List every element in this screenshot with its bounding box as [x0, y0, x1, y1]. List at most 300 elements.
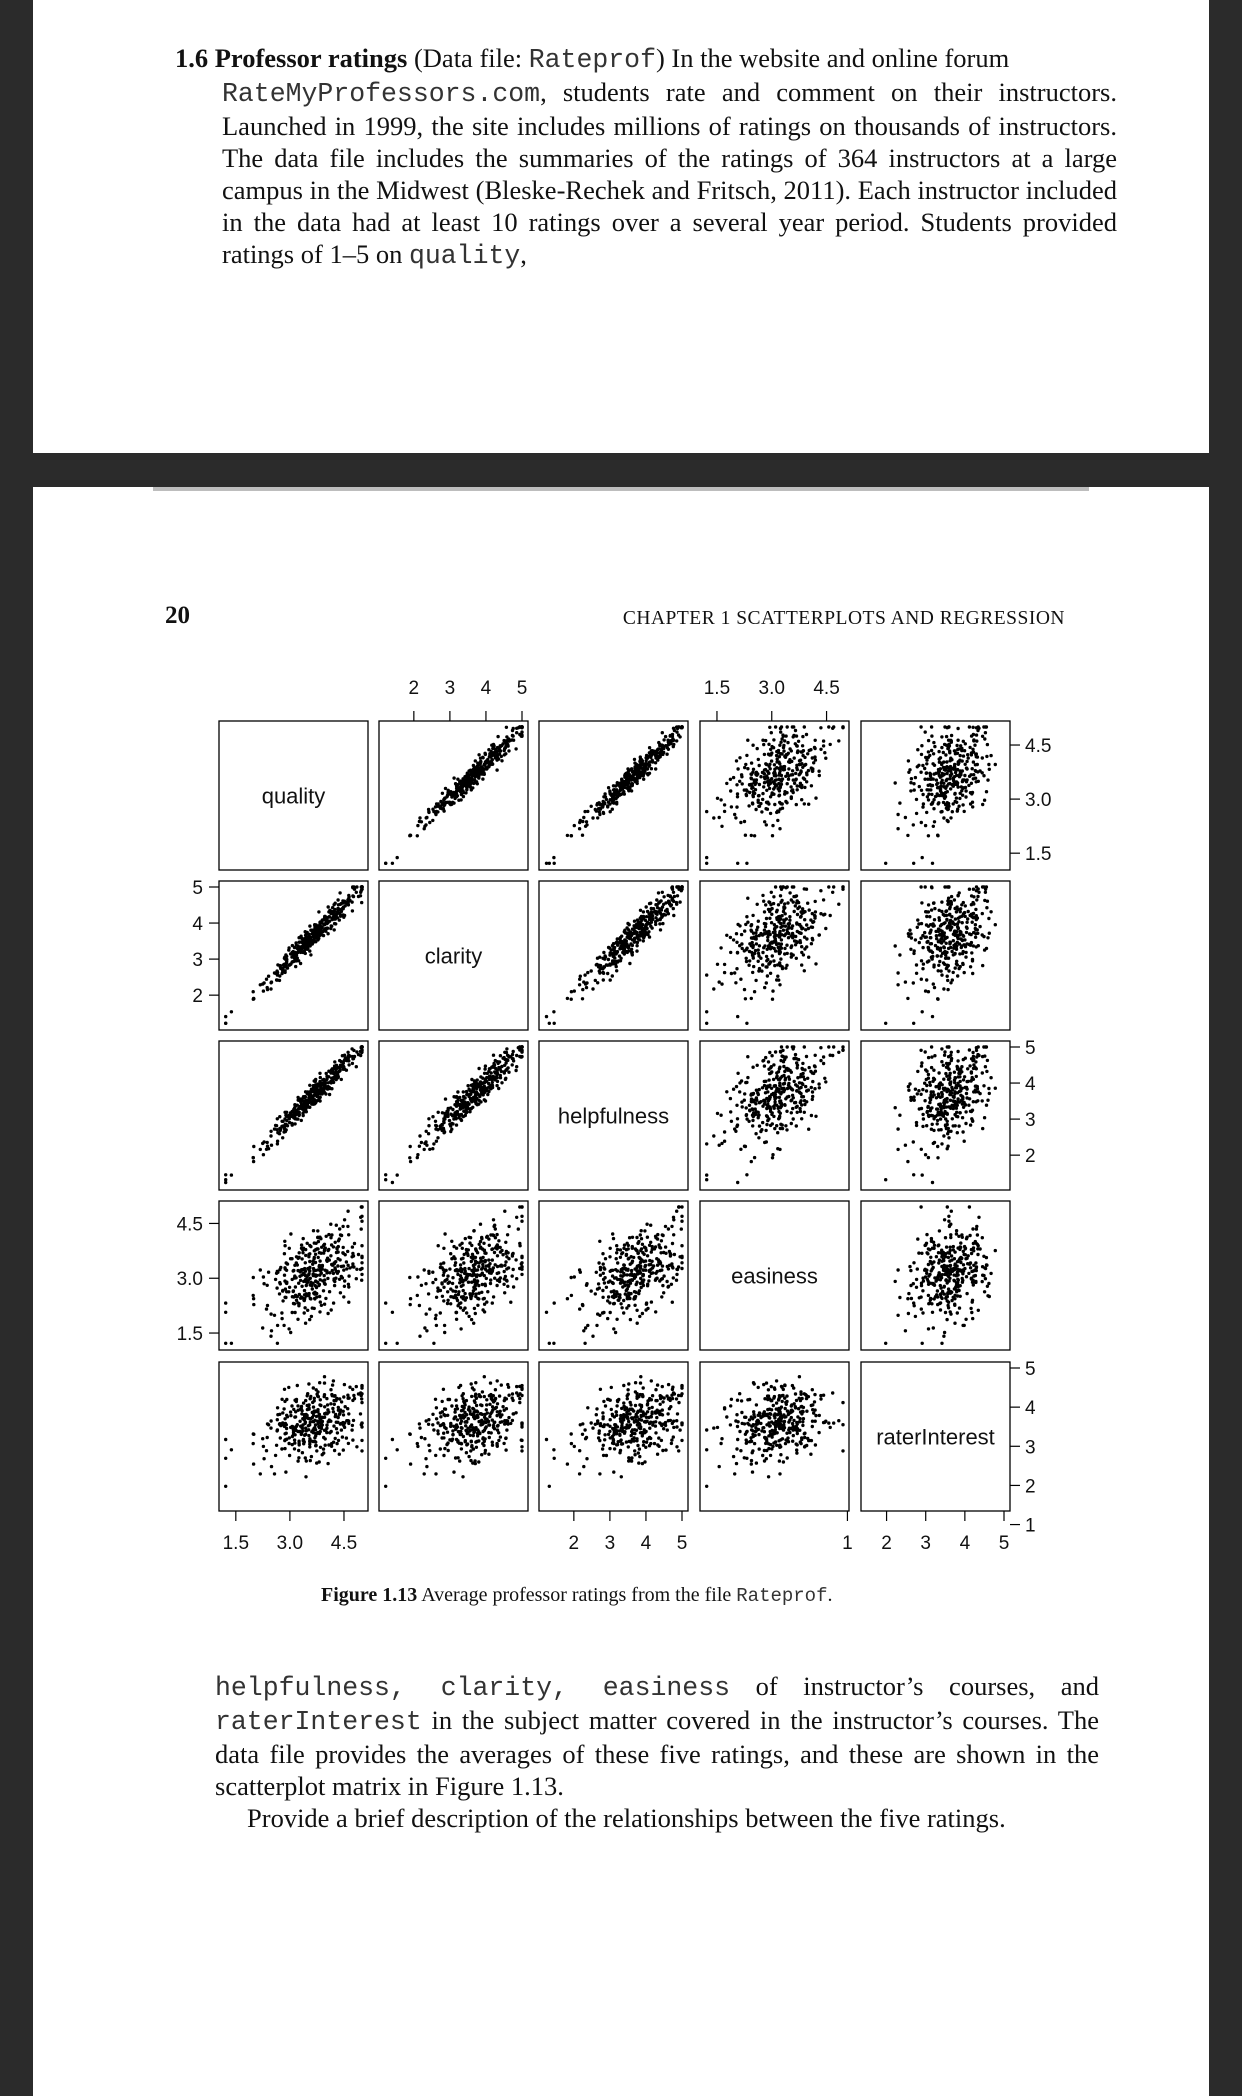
point-clarity-vs-raterInterest [927, 948, 930, 951]
point-helpfulness-vs-raterInterest [939, 1117, 942, 1120]
point-helpfulness-vs-quality [343, 1054, 346, 1057]
point-quality-vs-raterInterest [982, 725, 985, 728]
point-quality-vs-raterInterest [930, 749, 933, 752]
point-quality-vs-easiness [792, 725, 795, 728]
point-helpfulness-vs-clarity [495, 1084, 498, 1087]
point-quality-vs-raterInterest [957, 805, 960, 808]
point-clarity-vs-helpfulness [625, 931, 628, 934]
point-clarity-vs-quality [266, 986, 269, 989]
point-quality-vs-easiness [790, 789, 793, 792]
point-easiness-vs-quality [252, 1276, 255, 1279]
point-easiness-vs-clarity [485, 1277, 488, 1280]
point-helpfulness-vs-clarity [492, 1075, 495, 1078]
point-helpfulness-vs-easiness [739, 1148, 742, 1151]
point-helpfulness-vs-raterInterest [965, 1086, 968, 1089]
point-clarity-vs-raterInterest [964, 904, 967, 907]
point-quality-vs-clarity [483, 763, 486, 766]
point-quality-vs-raterInterest [909, 781, 912, 784]
point-clarity-vs-easiness [837, 903, 840, 906]
point-clarity-vs-easiness [804, 928, 807, 931]
point-easiness-vs-quality [308, 1318, 311, 1321]
point-easiness-vs-quality [292, 1290, 295, 1293]
point-quality-vs-easiness [779, 765, 782, 768]
point-helpfulness-vs-easiness [799, 1110, 802, 1113]
point-easiness-vs-clarity [449, 1252, 452, 1255]
point-quality-vs-helpfulness [661, 731, 664, 734]
point-clarity-vs-raterInterest [986, 936, 989, 939]
point-clarity-vs-quality [280, 972, 283, 975]
point-helpfulness-vs-clarity [465, 1093, 468, 1096]
point-quality-vs-helpfulness [631, 769, 634, 772]
point-clarity-vs-raterInterest [925, 915, 928, 918]
point-quality-vs-clarity [416, 834, 419, 837]
point-helpfulness-vs-clarity [416, 1156, 419, 1159]
point-helpfulness-vs-easiness [758, 1124, 761, 1127]
point-quality-vs-raterInterest [927, 834, 930, 837]
point-clarity-vs-helpfulness [626, 922, 629, 925]
point-easiness-vs-clarity [420, 1284, 423, 1287]
point-quality-vs-helpfulness [660, 748, 663, 751]
point-clarity-vs-helpfulness [598, 971, 601, 974]
point-quality-vs-raterInterest [907, 759, 910, 762]
point-quality-vs-raterInterest [915, 812, 918, 815]
point-helpfulness-vs-easiness [761, 1059, 764, 1062]
point-helpfulness-vs-raterInterest [904, 1144, 907, 1147]
point-helpfulness-vs-quality [330, 1087, 333, 1090]
point-quality-vs-easiness [767, 743, 770, 746]
point-quality-vs-helpfulness [620, 782, 623, 785]
point-clarity-vs-easiness [770, 891, 773, 894]
point-quality-vs-helpfulness [662, 738, 665, 741]
point-quality-vs-raterInterest [972, 738, 975, 741]
point-clarity-vs-easiness [788, 915, 791, 918]
point-easiness-vs-clarity [473, 1307, 476, 1310]
point-clarity-vs-easiness [753, 990, 756, 993]
point-easiness-vs-clarity [477, 1265, 480, 1268]
point-easiness-vs-quality [330, 1233, 333, 1236]
point-helpfulness-vs-quality [261, 1142, 264, 1145]
point-quality-vs-clarity [462, 795, 465, 798]
point-quality-vs-raterInterest [951, 810, 954, 813]
point-clarity-vs-easiness [775, 918, 778, 921]
point-helpfulness-vs-easiness [811, 1090, 814, 1093]
point-helpfulness-vs-raterInterest [938, 1085, 941, 1088]
point-easiness-vs-quality [312, 1274, 315, 1277]
point-clarity-vs-helpfulness [618, 954, 621, 957]
point-clarity-vs-easiness [735, 941, 738, 944]
point-clarity-vs-raterInterest [952, 944, 955, 947]
point-easiness-vs-clarity [476, 1251, 479, 1254]
point-quality-vs-easiness [747, 804, 750, 807]
point-quality-vs-easiness [723, 810, 726, 813]
point-easiness-vs-quality [304, 1254, 307, 1257]
point-quality-vs-easiness [743, 820, 746, 823]
point-easiness-vs-quality [303, 1311, 306, 1314]
point-helpfulness-vs-raterInterest [929, 1093, 932, 1096]
point-helpfulness-vs-raterInterest [983, 1116, 986, 1119]
point-quality-vs-clarity [384, 862, 387, 865]
point-clarity-vs-easiness [779, 901, 782, 904]
point-clarity-vs-quality [291, 944, 294, 947]
point-quality-vs-raterInterest [921, 805, 924, 808]
point-clarity-vs-easiness [803, 918, 806, 921]
point-clarity-vs-quality [334, 902, 337, 905]
point-quality-vs-helpfulness [640, 761, 643, 764]
point-helpfulness-vs-clarity [452, 1095, 455, 1098]
point-clarity-vs-quality [323, 923, 326, 926]
point-quality-vs-clarity [423, 827, 426, 830]
point-clarity-vs-easiness [781, 965, 784, 968]
point-clarity-vs-easiness [799, 915, 802, 918]
point-easiness-vs-quality [336, 1264, 339, 1267]
point-clarity-vs-easiness [778, 930, 781, 933]
point-easiness-vs-quality [283, 1274, 286, 1277]
point-quality-vs-helpfulness [582, 816, 585, 819]
point-clarity-vs-helpfulness [629, 932, 632, 935]
point-clarity-vs-easiness [813, 916, 816, 919]
point-clarity-vs-helpfulness [650, 926, 653, 929]
point-clarity-vs-raterInterest [942, 933, 945, 936]
point-helpfulness-vs-raterInterest [964, 1103, 967, 1106]
point-quality-vs-easiness [811, 769, 814, 772]
point-quality-vs-helpfulness [661, 753, 664, 756]
point-clarity-vs-raterInterest [925, 910, 928, 913]
point-clarity-vs-raterInterest [971, 959, 974, 962]
point-quality-vs-helpfulness [548, 862, 551, 865]
point-clarity-vs-raterInterest [948, 941, 951, 944]
point-helpfulness-vs-raterInterest [942, 1101, 945, 1104]
point-quality-vs-easiness [781, 777, 784, 780]
point-clarity-vs-easiness [730, 972, 733, 975]
point-easiness-vs-quality [230, 1342, 233, 1345]
point-clarity-vs-helpfulness [570, 990, 573, 993]
point-quality-vs-easiness [768, 726, 771, 729]
point-easiness-vs-clarity [416, 1294, 419, 1297]
point-helpfulness-vs-easiness [819, 1046, 822, 1049]
point-easiness-vs-quality [318, 1259, 321, 1262]
point-helpfulness-vs-clarity [440, 1129, 443, 1132]
point-quality-vs-clarity [467, 769, 470, 772]
point-quality-vs-raterInterest [953, 782, 956, 785]
point-clarity-vs-raterInterest [975, 889, 978, 892]
point-clarity-vs-raterInterest [929, 936, 932, 939]
point-helpfulness-vs-raterInterest [984, 1065, 987, 1068]
point-easiness-vs-quality [329, 1223, 332, 1226]
point-helpfulness-vs-quality [289, 1112, 292, 1115]
point-quality-vs-raterInterest [987, 763, 990, 766]
point-easiness-vs-quality [265, 1307, 268, 1310]
point-clarity-vs-helpfulness [579, 975, 582, 978]
point-easiness-vs-quality [295, 1299, 298, 1302]
point-clarity-vs-raterInterest [949, 905, 952, 908]
point-quality-vs-clarity [464, 783, 467, 786]
point-easiness-vs-quality [291, 1295, 294, 1298]
point-helpfulness-vs-raterInterest [962, 1078, 965, 1081]
point-clarity-vs-helpfulness [642, 910, 645, 913]
point-helpfulness-vs-quality [342, 1061, 345, 1064]
point-helpfulness-vs-clarity [418, 1134, 421, 1137]
point-quality-vs-raterInterest [932, 825, 935, 828]
point-quality-vs-raterInterest [922, 802, 925, 805]
point-quality-vs-raterInterest [904, 816, 907, 819]
point-clarity-vs-easiness [766, 939, 769, 942]
point-clarity-vs-helpfulness [582, 980, 585, 983]
point-helpfulness-vs-quality [283, 1111, 286, 1114]
point-helpfulness-vs-clarity [466, 1106, 469, 1109]
point-quality-vs-helpfulness [597, 807, 600, 810]
point-quality-vs-clarity [498, 748, 501, 751]
point-easiness-vs-quality [323, 1303, 326, 1306]
point-clarity-vs-raterInterest [959, 907, 962, 910]
point-easiness-vs-quality [322, 1289, 325, 1292]
point-helpfulness-vs-quality [342, 1066, 345, 1069]
point-quality-vs-helpfulness [672, 739, 675, 742]
point-helpfulness-vs-raterInterest [955, 1115, 958, 1118]
point-quality-vs-helpfulness [614, 797, 617, 800]
point-helpfulness-vs-easiness [751, 1124, 754, 1127]
point-quality-vs-raterInterest [944, 769, 947, 772]
point-easiness-vs-quality [318, 1310, 321, 1313]
point-clarity-vs-easiness [743, 929, 746, 932]
point-clarity-vs-easiness [784, 966, 787, 969]
point-clarity-vs-easiness [810, 942, 813, 945]
point-quality-vs-easiness [786, 782, 789, 785]
point-easiness-vs-clarity [423, 1326, 426, 1329]
point-helpfulness-vs-clarity [492, 1062, 495, 1065]
point-helpfulness-vs-quality [265, 1148, 268, 1151]
point-quality-vs-raterInterest [940, 746, 943, 749]
point-clarity-vs-raterInterest [922, 962, 925, 965]
point-quality-vs-easiness [801, 735, 804, 738]
point-clarity-vs-helpfulness [635, 949, 638, 952]
point-quality-vs-easiness [718, 816, 721, 819]
point-clarity-vs-quality [320, 933, 323, 936]
point-clarity-vs-helpfulness [581, 988, 584, 991]
point-quality-vs-raterInterest [916, 765, 919, 768]
point-easiness-vs-clarity [474, 1312, 477, 1315]
point-quality-vs-helpfulness [581, 834, 584, 837]
point-helpfulness-vs-easiness [745, 1173, 748, 1176]
point-quality-vs-raterInterest [949, 739, 952, 742]
point-quality-vs-raterInterest [927, 798, 930, 801]
point-quality-vs-raterInterest [956, 727, 959, 730]
point-clarity-vs-easiness [732, 938, 735, 941]
point-helpfulness-vs-clarity [505, 1047, 508, 1050]
point-clarity-vs-easiness [787, 936, 790, 939]
point-quality-vs-easiness [723, 803, 726, 806]
point-quality-vs-easiness [751, 771, 754, 774]
point-easiness-vs-clarity [467, 1315, 470, 1318]
point-helpfulness-vs-raterInterest [952, 1124, 955, 1127]
point-clarity-vs-easiness [803, 969, 806, 972]
point-clarity-vs-quality [284, 953, 287, 956]
point-helpfulness-vs-clarity [472, 1086, 475, 1089]
point-helpfulness-vs-easiness [812, 1072, 815, 1075]
point-helpfulness-vs-easiness [781, 1123, 784, 1126]
point-quality-vs-easiness [824, 757, 827, 760]
point-quality-vs-raterInterest [921, 856, 924, 859]
point-clarity-vs-easiness [736, 1015, 739, 1018]
point-quality-vs-raterInterest [947, 725, 950, 728]
point-helpfulness-vs-easiness [785, 1067, 788, 1070]
point-easiness-vs-quality [351, 1252, 354, 1255]
point-helpfulness-vs-raterInterest [940, 1142, 943, 1145]
point-helpfulness-vs-raterInterest [942, 1064, 945, 1067]
point-clarity-vs-raterInterest [907, 932, 910, 935]
point-clarity-vs-easiness [734, 981, 737, 984]
point-easiness-vs-clarity [441, 1295, 444, 1298]
point-quality-vs-raterInterest [939, 788, 942, 791]
point-clarity-vs-raterInterest [936, 954, 939, 957]
point-quality-vs-easiness [738, 780, 741, 783]
point-quality-vs-raterInterest [982, 774, 985, 777]
point-quality-vs-easiness [782, 744, 785, 747]
point-clarity-vs-raterInterest [896, 983, 899, 986]
point-clarity-vs-easiness [748, 950, 751, 953]
point-quality-vs-raterInterest [946, 819, 949, 822]
point-clarity-vs-easiness [749, 929, 752, 932]
point-quality-vs-raterInterest [930, 793, 933, 796]
point-helpfulness-vs-easiness [757, 1136, 760, 1139]
point-clarity-vs-quality [304, 952, 307, 955]
point-easiness-vs-quality [324, 1297, 327, 1300]
point-easiness-vs-clarity [518, 1205, 521, 1208]
point-easiness-vs-quality [316, 1229, 319, 1232]
point-quality-vs-helpfulness [617, 791, 620, 794]
point-quality-vs-raterInterest [943, 785, 946, 788]
point-quality-vs-easiness [801, 744, 804, 747]
point-easiness-vs-quality [303, 1306, 306, 1309]
point-quality-vs-clarity [515, 731, 518, 734]
point-clarity-vs-easiness [824, 927, 827, 930]
point-quality-vs-easiness [763, 772, 766, 775]
point-helpfulness-vs-easiness [776, 1131, 779, 1134]
point-quality-vs-clarity [391, 862, 394, 865]
point-quality-vs-helpfulness [640, 766, 643, 769]
point-quality-vs-clarity [441, 792, 444, 795]
point-helpfulness-vs-easiness [773, 1127, 776, 1130]
point-helpfulness-vs-quality [337, 1070, 340, 1073]
point-helpfulness-vs-clarity [434, 1127, 437, 1130]
point-clarity-vs-raterInterest [967, 910, 970, 913]
point-helpfulness-vs-clarity [431, 1147, 434, 1150]
problem-text-d: , [520, 239, 527, 269]
problem-text-b: ) In the website and online forum [655, 43, 1010, 73]
point-helpfulness-vs-raterInterest [961, 1102, 964, 1105]
point-clarity-vs-raterInterest [954, 917, 957, 920]
point-helpfulness-vs-raterInterest [941, 1093, 944, 1096]
point-clarity-vs-raterInterest [941, 952, 944, 955]
point-quality-vs-helpfulness [628, 769, 631, 772]
point-clarity-vs-helpfulness [614, 963, 617, 966]
point-clarity-vs-raterInterest [945, 909, 948, 912]
point-quality-vs-easiness [760, 810, 763, 813]
point-quality-vs-clarity [487, 761, 490, 764]
point-clarity-vs-helpfulness [594, 979, 597, 982]
point-helpfulness-vs-easiness [736, 1117, 739, 1120]
point-helpfulness-vs-easiness [790, 1122, 793, 1125]
point-helpfulness-vs-quality [346, 1051, 349, 1054]
point-helpfulness-vs-quality [334, 1077, 337, 1080]
point-clarity-vs-quality [329, 910, 332, 913]
point-easiness-vs-quality [292, 1302, 295, 1305]
point-helpfulness-vs-clarity [384, 1178, 387, 1181]
point-clarity-vs-quality [309, 929, 312, 932]
point-quality-vs-easiness [773, 770, 776, 773]
point-helpfulness-vs-clarity [470, 1099, 473, 1102]
point-helpfulness-vs-raterInterest [978, 1092, 981, 1095]
point-quality-vs-easiness [744, 763, 747, 766]
point-clarity-vs-raterInterest [939, 969, 942, 972]
point-quality-vs-helpfulness [578, 827, 581, 830]
point-helpfulness-vs-quality [360, 1051, 363, 1054]
point-quality-vs-clarity [416, 824, 419, 827]
point-easiness-vs-clarity [434, 1314, 437, 1317]
point-quality-vs-easiness [741, 782, 744, 785]
point-helpfulness-vs-clarity [443, 1112, 446, 1115]
point-helpfulness-vs-easiness [736, 1181, 739, 1184]
point-quality-vs-raterInterest [945, 765, 948, 768]
point-clarity-vs-helpfulness [640, 933, 643, 936]
point-clarity-vs-easiness [795, 957, 798, 960]
point-quality-vs-raterInterest [909, 789, 912, 792]
point-easiness-vs-quality [296, 1269, 299, 1272]
point-helpfulness-vs-easiness [800, 1117, 803, 1120]
page-number: 20 [165, 602, 190, 629]
point-quality-vs-helpfulness [675, 726, 678, 729]
point-clarity-vs-raterInterest [975, 898, 978, 901]
point-quality-vs-helpfulness [650, 767, 653, 770]
point-quality-vs-helpfulness [607, 786, 610, 789]
point-helpfulness-vs-easiness [754, 1132, 757, 1135]
point-quality-vs-easiness [779, 741, 782, 744]
point-helpfulness-vs-clarity [457, 1113, 460, 1116]
point-helpfulness-vs-quality [302, 1114, 305, 1117]
point-easiness-vs-quality [342, 1295, 345, 1298]
point-quality-vs-easiness [748, 791, 751, 794]
point-helpfulness-vs-raterInterest [928, 1101, 931, 1104]
point-quality-vs-raterInterest [941, 779, 944, 782]
point-clarity-vs-raterInterest [933, 918, 936, 921]
point-clarity-vs-easiness [750, 997, 753, 1000]
point-helpfulness-vs-easiness [779, 1059, 782, 1062]
point-helpfulness-vs-raterInterest [921, 1173, 924, 1176]
point-helpfulness-vs-raterInterest [936, 1119, 939, 1122]
point-helpfulness-vs-quality [319, 1076, 322, 1079]
point-helpfulness-vs-raterInterest [947, 1130, 950, 1133]
point-clarity-vs-raterInterest [944, 951, 947, 954]
point-easiness-vs-quality [283, 1266, 286, 1269]
point-clarity-vs-helpfulness [645, 915, 648, 918]
point-quality-vs-easiness [770, 793, 773, 796]
point-quality-vs-helpfulness [615, 802, 618, 805]
point-helpfulness-vs-quality [274, 1124, 277, 1127]
point-easiness-vs-quality [273, 1314, 276, 1317]
point-helpfulness-vs-easiness [796, 1111, 799, 1114]
point-clarity-vs-helpfulness [615, 969, 618, 972]
point-easiness-vs-quality [310, 1315, 313, 1318]
point-easiness-vs-quality [306, 1309, 309, 1312]
point-quality-vs-easiness [762, 743, 765, 746]
point-helpfulness-vs-easiness [768, 1051, 771, 1054]
point-quality-vs-raterInterest [940, 735, 943, 738]
point-quality-vs-easiness [764, 768, 767, 771]
point-helpfulness-vs-easiness [799, 1092, 802, 1095]
point-quality-vs-easiness [778, 827, 781, 830]
point-helpfulness-vs-raterInterest [930, 1045, 933, 1048]
point-quality-vs-helpfulness [666, 739, 669, 742]
point-helpfulness-vs-raterInterest [951, 1117, 954, 1120]
